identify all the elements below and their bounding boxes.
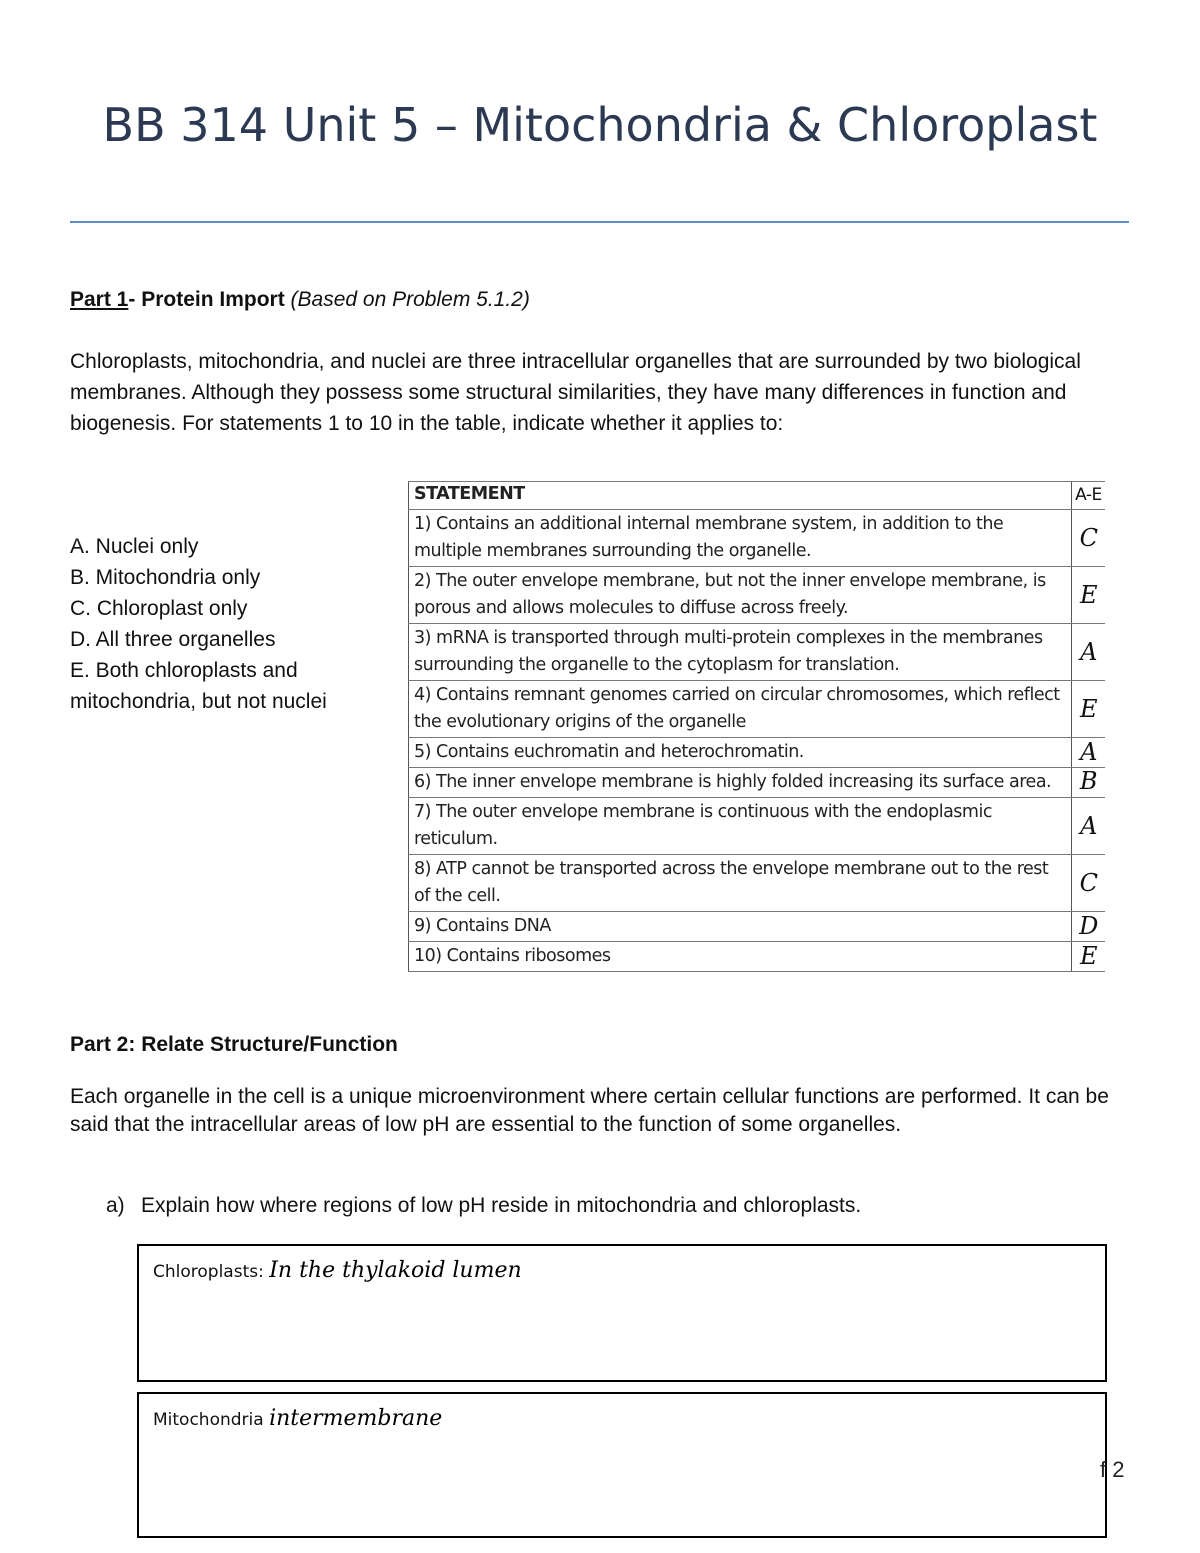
- statement-cell: 7) The outer envelope membrane is continuous with the endoplasmic reticulum.: [409, 798, 1072, 855]
- page-number: f 2: [1100, 1457, 1125, 1482]
- answer-cell[interactable]: E: [1072, 567, 1106, 624]
- chloroplasts-label-line: [153, 1258, 522, 1283]
- part1-intro: Chloroplasts, mitochondria, and nuclei are three intracellular organelles that are surrounded by two biological membranes. Although they possess some structural similarities, they have many differences in function and biogenesis. For statements 1 to 10 in the table, indicate whether it applies to:: [70, 350, 1081, 435]
- option-a: A. Nuclei only: [70, 535, 199, 558]
- option-d: D. All three organelles: [70, 628, 276, 651]
- option-e: E. Both chloroplasts and mitochondria, but not nuclei: [70, 659, 327, 713]
- answer-cell[interactable]: C: [1072, 510, 1106, 567]
- answer-options: [70, 531, 370, 717]
- answer-cell[interactable]: A: [1072, 798, 1106, 855]
- statement-cell: 1) Contains an additional internal membrane system, in addition to the multiple membranes surrounding the organelle.: [409, 510, 1072, 567]
- answer-cell[interactable]: A: [1072, 738, 1106, 768]
- statement-cell: 4) Contains remnant genomes carried on circular chromosomes, which reflect the evolutionary origins of the organelle: [409, 681, 1072, 738]
- table-row: [409, 855, 1106, 912]
- table-row: [409, 567, 1106, 624]
- header-statement: STATEMENT: [409, 482, 1072, 510]
- page-title: BB 314 Unit 5 – Mitochondria & Chloroplast: [102, 98, 1098, 152]
- answer-cell[interactable]: C: [1072, 855, 1106, 912]
- table-header-row: [409, 482, 1106, 510]
- table-row: [409, 942, 1106, 972]
- table-row: [409, 681, 1106, 738]
- part2-intro: Each organelle in the cell is a unique microenvironment where certain cellular functions are performed. It can be said that the intracellular areas of low pH are essential to the function of some organelles.: [70, 1085, 1109, 1136]
- answer-cell[interactable]: B: [1072, 768, 1106, 798]
- statement-cell: 2) The outer envelope membrane, but not the inner envelope membrane, is porous and allows molecules to diffuse across freely.: [409, 567, 1072, 624]
- table-row: [409, 510, 1106, 567]
- title-divider: [70, 221, 1129, 223]
- part1-note: (Based on Problem 5.1.2): [290, 288, 530, 311]
- question-a: Explain how where regions of low pH reside in mitochondria and chloroplasts.: [141, 1194, 862, 1217]
- statement-cell: 6) The inner envelope membrane is highly folded increasing its surface area.: [409, 768, 1072, 798]
- mitochondria-label-line: [153, 1406, 442, 1431]
- answer-cell[interactable]: E: [1072, 681, 1106, 738]
- mitochondria-answer-box[interactable]: [137, 1392, 1107, 1538]
- table-row: [409, 798, 1106, 855]
- statement-cell: 3) mRNA is transported through multi-protein complexes in the membranes surrounding the organelle to the cytoplasm for translation.: [409, 624, 1072, 681]
- part1-label: Part 1: [70, 288, 129, 311]
- answer-cell[interactable]: E: [1072, 942, 1106, 972]
- part1-heading: [70, 284, 530, 315]
- chloroplasts-answer-box[interactable]: [137, 1244, 1107, 1382]
- mitochondria-answer: intermembrane: [269, 1406, 443, 1431]
- table-row: [409, 738, 1106, 768]
- part1-heading-text: - Protein Import: [128, 288, 291, 311]
- answer-cell[interactable]: A: [1072, 624, 1106, 681]
- statement-cell: 5) Contains euchromatin and heterochromatin.: [409, 738, 1072, 768]
- statement-cell: 8) ATP cannot be transported across the envelope membrane out to the rest of the cell.: [409, 855, 1072, 912]
- mitochondria-label: Mitochondria: [153, 1410, 264, 1430]
- table-row: [409, 768, 1106, 798]
- table-row: [409, 912, 1106, 942]
- option-b: B. Mitochondria only: [70, 566, 261, 589]
- part2-heading: Part 2: Relate Structure/Function: [70, 1033, 398, 1056]
- table-row: [409, 624, 1106, 681]
- statement-cell: 9) Contains DNA: [409, 912, 1072, 942]
- chloroplasts-label: Chloroplasts:: [153, 1262, 264, 1282]
- statement-table: [408, 481, 1105, 972]
- option-c: C. Chloroplast only: [70, 597, 248, 620]
- statement-cell: 10) Contains ribosomes: [409, 942, 1072, 972]
- header-answer: A-E: [1072, 482, 1106, 510]
- chloroplasts-answer: In the thylakoid lumen: [269, 1258, 522, 1283]
- question-a-marker: a): [106, 1194, 125, 1217]
- answer-cell[interactable]: D: [1072, 912, 1106, 942]
